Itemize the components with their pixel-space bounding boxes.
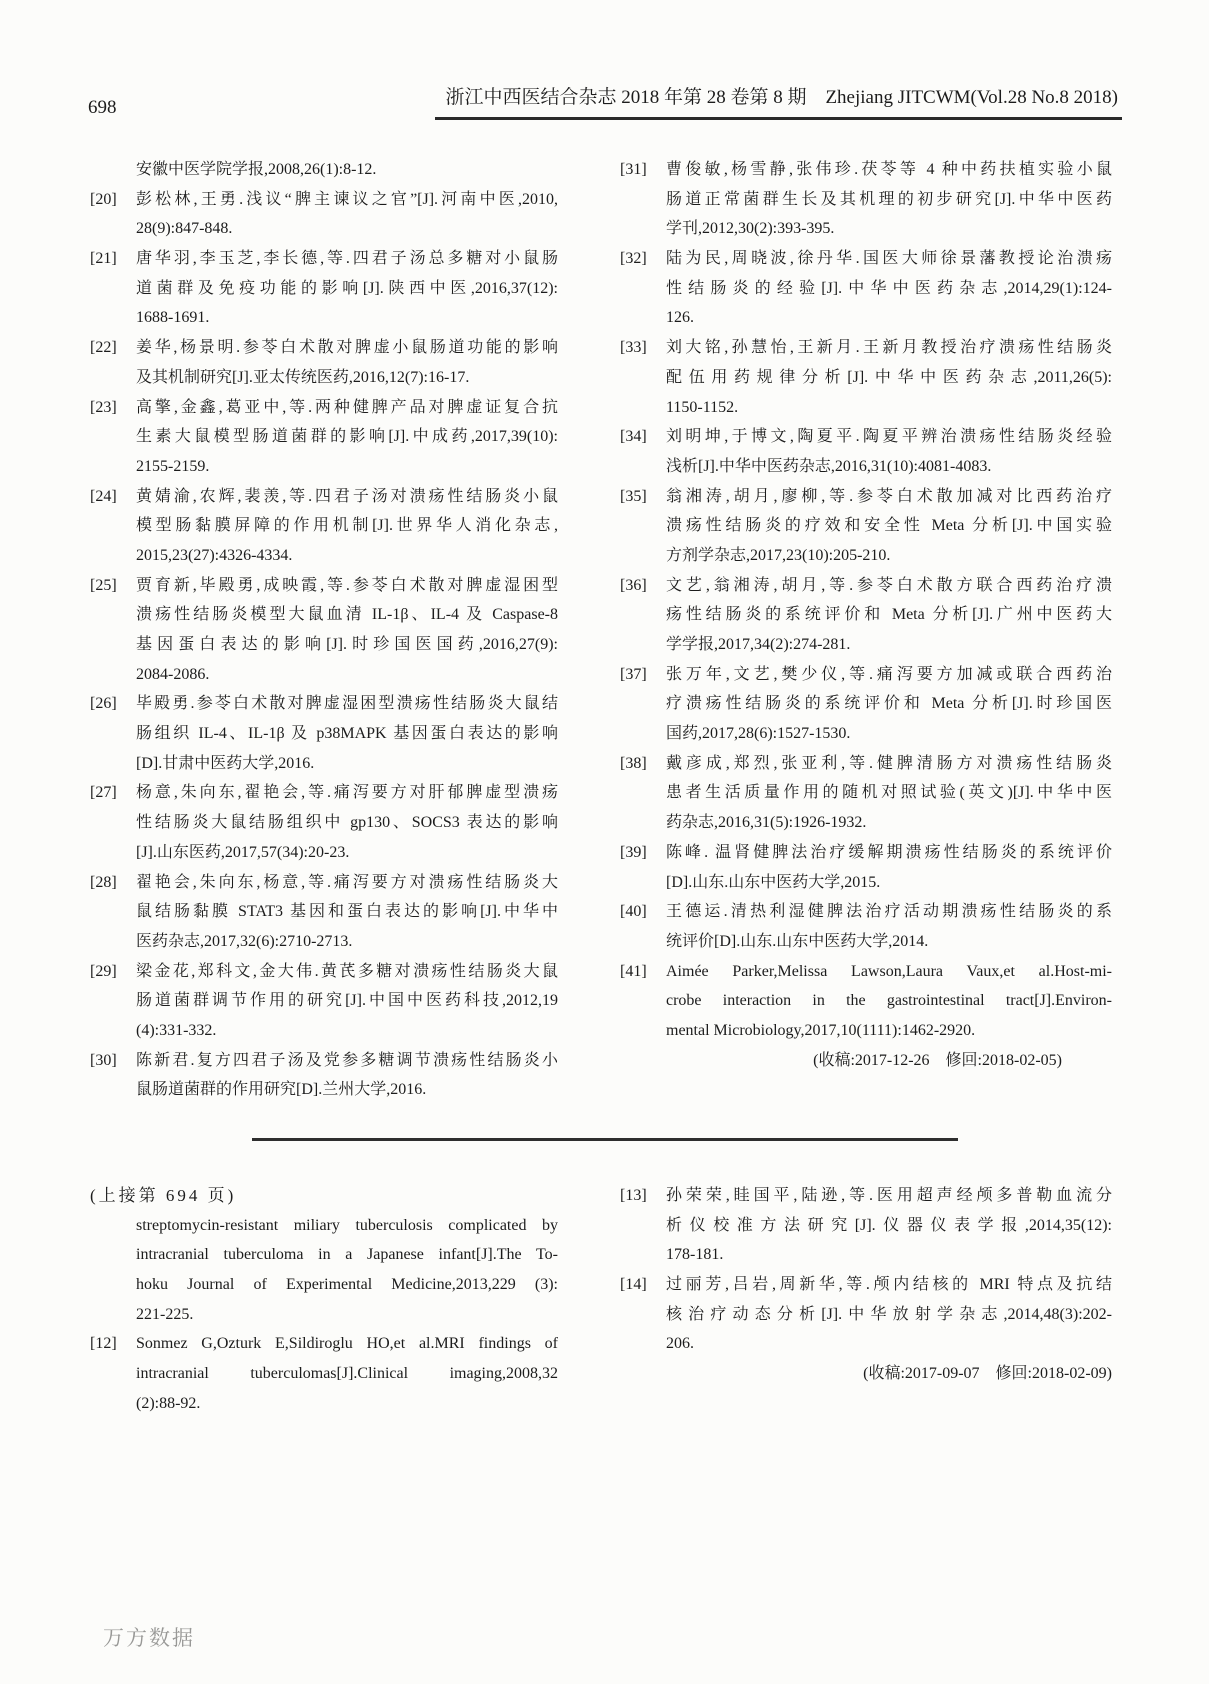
reference-line: 贾育新,毕殿勇,成映霞,等.参苓白术散对脾虚湿困型 bbox=[136, 576, 558, 594]
reference-text bbox=[666, 571, 1112, 660]
reference-line: 2155-2159. bbox=[136, 457, 210, 475]
reference-number: [31] bbox=[620, 161, 647, 178]
reference-item bbox=[620, 1181, 1112, 1270]
references-right-column bbox=[620, 155, 1112, 1105]
received-revised-line: (收稿:2017-09-07 修回:2018-02-09) bbox=[863, 1365, 1112, 1383]
reference-line: 肠道菌群调节作用的研究[J].中国中医药科技,2012,19 bbox=[136, 992, 558, 1010]
reference-number: [40] bbox=[620, 903, 647, 921]
journal-title-line: 浙江中西医结合杂志 2018 年第 28 卷第 8 期 Zhejiang JITCWM(Vol.28 No.8 2018) bbox=[435, 86, 1122, 120]
reference-line: 配伍用药规律分析[J].中华中医药杂志,2011,26(5): bbox=[666, 368, 1112, 386]
reference-line: 毕殿勇.参苓白术散对脾虚湿困型溃疡性结肠炎大鼠结 bbox=[136, 695, 558, 713]
reference-number: [24] bbox=[90, 487, 117, 505]
reference-line: Sonmez G,Ozturk E,Sildiroglu HO,et al.MRI findings of bbox=[136, 1335, 558, 1353]
reference-line: intracranial tuberculomas[J].Clinical imaging,2008,32 bbox=[136, 1365, 558, 1383]
reference-line: 陆为民,周晓波,徐丹华.国医大师徐景藩教授论治溃疡 bbox=[666, 250, 1112, 268]
reference-item bbox=[620, 838, 1112, 897]
reference-text bbox=[666, 333, 1112, 422]
reference-line: streptomycin-resistant miliary tuberculosis complicated by bbox=[136, 1216, 558, 1234]
reference-line: 杨意,朱向东,翟艳会,等.痛泻要方对肝郁脾虚型溃疡 bbox=[136, 784, 558, 802]
reference-number: [34] bbox=[620, 428, 647, 446]
reference-line: 2084-2086. bbox=[136, 665, 210, 683]
reference-item bbox=[620, 660, 1112, 749]
reference-line: 178-181. bbox=[666, 1246, 724, 1264]
reference-line: 彭松林,王勇.浅议“脾主谏议之官”[J].河南中医,2010, bbox=[136, 190, 558, 208]
reference-item bbox=[90, 185, 558, 244]
reference-line: 高擎,金鑫,葛亚中,等.两种健脾产品对脾虚证复合抗 bbox=[136, 398, 558, 416]
reference-line: 221-225. bbox=[136, 1305, 194, 1323]
reference-item bbox=[620, 422, 1112, 481]
reference-item bbox=[620, 897, 1112, 956]
reference-line: 陈新君.复方四君子汤及党参多糖调节溃疡性结肠炎小 bbox=[136, 1051, 558, 1069]
reference-number: [39] bbox=[620, 843, 647, 861]
reference-line: 疡性结肠炎的系统评价和 Meta 分析[J].广州中医药大 bbox=[666, 606, 1112, 624]
references-left-column bbox=[90, 155, 558, 1105]
reference-line: 基因蛋白表达的影响[J].时珍国医国药,2016,27(9): bbox=[136, 636, 558, 653]
reference-number: [29] bbox=[90, 962, 117, 980]
received-revised-line: (收稿:2017-12-26 修回:2018-02-05) bbox=[813, 1051, 1062, 1069]
reference-number: [36] bbox=[620, 576, 647, 594]
reference-line: 及其机制研究[J].亚太传统医药,2016,12(7):16-17. bbox=[136, 368, 470, 386]
reference-item bbox=[90, 957, 558, 1046]
reference-text bbox=[666, 482, 1112, 571]
reference-line: (2):88-92. bbox=[136, 1394, 201, 1412]
reference-line: 溃疡性结肠炎的疗效和安全性 Meta 分析[J].中国实验 bbox=[666, 517, 1112, 535]
reference-line: 患者生活质量作用的随机对照试验(英文)[J].中华中医 bbox=[666, 784, 1112, 802]
reference-text bbox=[666, 244, 1112, 333]
reference-text bbox=[136, 778, 558, 867]
reference-line: 王德运.清热利湿健脾法治疗活动期溃疡性结肠炎的系 bbox=[666, 903, 1112, 921]
reference-number: [38] bbox=[620, 754, 647, 772]
reference-line: 刘大铭,孙慧怡,王新月.王新月教授治疗溃疡性结肠炎 bbox=[666, 339, 1112, 357]
reference-number: [22] bbox=[90, 339, 117, 357]
reference-line: 戴彦成,郑烈,张亚利,等.健脾清肠方对溃疡性结肠炎 bbox=[666, 754, 1112, 772]
reference-line: 唐华羽,李玉芝,李长德,等.四君子汤总多糖对小鼠肠 bbox=[136, 250, 558, 268]
reference-item bbox=[90, 1329, 558, 1418]
reference-line: 核治疗动态分析[J].中华放射学杂志,2014,48(3):202- bbox=[666, 1305, 1112, 1323]
reference-number: [33] bbox=[620, 339, 647, 357]
reference-line: hoku Journal of Experimental Medicine,2013,229 (3): bbox=[136, 1276, 558, 1294]
reference-text bbox=[666, 749, 1112, 838]
reference-line: 医药杂志,2017,32(6):2710-2713. bbox=[136, 932, 353, 950]
reference-line: [D].甘肃中医药大学,2016. bbox=[136, 754, 315, 772]
reference-item bbox=[90, 1211, 558, 1330]
reference-item bbox=[620, 957, 1112, 1046]
reference-line: 国药,2017,28(6):1527-1530. bbox=[666, 725, 851, 743]
reference-text bbox=[136, 333, 558, 392]
page-number: 698 bbox=[88, 97, 117, 118]
reference-number: [32] bbox=[620, 250, 647, 268]
reference-line: 溃疡性结肠炎模型大鼠血清 IL-1β、IL-4 及 Caspase-8 bbox=[136, 606, 558, 624]
reference-text bbox=[136, 155, 558, 185]
reference-text bbox=[136, 393, 558, 482]
reference-item bbox=[620, 482, 1112, 571]
reference-line: 统评价[D].山东.山东中医药大学,2014. bbox=[666, 932, 929, 950]
reference-number: [28] bbox=[90, 873, 117, 891]
reference-line: 曹俊敏,杨雪静,张伟珍.茯苓等 4 种中药扶植实验小鼠 bbox=[666, 161, 1112, 178]
reference-line: 方剂学杂志,2017,23(10):205-210. bbox=[666, 546, 891, 564]
reference-number: [14] bbox=[620, 1276, 647, 1294]
reference-line: 黄婧渝,农辉,裴羡,等.四君子汤对溃疡性结肠炎小鼠 bbox=[136, 487, 558, 505]
reference-line: 126. bbox=[666, 309, 694, 327]
reference-text bbox=[136, 185, 558, 244]
reference-line: 过丽芳,吕岩,周新华,等.颅内结核的 MRI 特点及抗结 bbox=[666, 1276, 1112, 1294]
reference-text bbox=[666, 957, 1112, 1046]
reference-line: 刘明坤,于博文,陶夏平.陶夏平辨治溃疡性结肠炎经验 bbox=[666, 428, 1112, 446]
reference-line: 陈峰. 温肾健脾法治疗缓解期溃疡性结肠炎的系统评价 bbox=[666, 843, 1112, 861]
reference-line: 28(9):847-848. bbox=[136, 220, 233, 238]
continued-references-section bbox=[90, 1181, 1112, 1419]
reference-text bbox=[136, 689, 558, 778]
reference-text bbox=[666, 155, 1112, 244]
reference-line: 鼠肠道菌群的作用研究[D].兰州大学,2016. bbox=[136, 1081, 427, 1099]
reference-text bbox=[136, 482, 558, 571]
reference-text bbox=[136, 1211, 558, 1330]
reference-item bbox=[90, 155, 558, 185]
reference-item bbox=[90, 868, 558, 957]
reference-line: 药杂志,2016,31(5):1926-1932. bbox=[666, 814, 867, 832]
section-divider bbox=[252, 1138, 958, 1141]
reference-number: [20] bbox=[90, 190, 117, 208]
reference-item bbox=[90, 571, 558, 690]
reference-line: 浅析[J].中华中医药杂志,2016,31(10):4081-4083. bbox=[666, 457, 992, 475]
reference-text bbox=[666, 422, 1112, 481]
reference-item bbox=[90, 244, 558, 333]
continued-right-column bbox=[620, 1181, 1112, 1419]
reference-text bbox=[136, 957, 558, 1046]
reference-number: [30] bbox=[90, 1051, 117, 1069]
reference-line: 肠道正常菌群生长及其机理的初步研究[J].中华中医药 bbox=[666, 190, 1112, 208]
reference-line: intracranial tuberculoma in a Japanese infant[J].The To- bbox=[136, 1246, 558, 1264]
reference-line: 翁湘涛,胡月,廖柳,等.参苓白术散加减对比西药治疗 bbox=[666, 487, 1112, 505]
reference-line: 疗溃疡性结肠炎的系统评价和 Meta 分析[J].时珍国医 bbox=[666, 695, 1112, 713]
reference-line: 1688-1691. bbox=[136, 309, 210, 327]
page-header bbox=[88, 86, 1122, 120]
reference-line: 学刊,2012,30(2):393-395. bbox=[666, 220, 835, 238]
reference-line: mental Microbiology,2017,10(1111):1462-2920. bbox=[666, 1021, 976, 1039]
reference-item bbox=[620, 1270, 1112, 1359]
reference-line: crobe interaction in the gastrointestinal tract[J].Environ- bbox=[666, 992, 1112, 1010]
reference-number: [35] bbox=[620, 487, 647, 505]
reference-line: 张万年,文艺,樊少仪,等.痛泻要方加减或联合西药治 bbox=[666, 665, 1112, 683]
reference-line: 1150-1152. bbox=[666, 398, 739, 416]
reference-text bbox=[666, 660, 1112, 749]
reference-item bbox=[620, 244, 1112, 333]
reference-number bbox=[90, 1211, 136, 1330]
reference-text bbox=[136, 1329, 558, 1418]
reference-text bbox=[666, 1270, 1112, 1359]
reference-line: 2015,23(27):4326-4334. bbox=[136, 546, 293, 564]
reference-line: 学学报,2017,34(2):274-281. bbox=[666, 636, 851, 653]
reference-line: 安徽中医学院学报,2008,26(1):8-12. bbox=[136, 161, 377, 178]
reference-line: (4):331-332. bbox=[136, 1021, 217, 1039]
reference-number bbox=[90, 155, 136, 185]
reference-number: [25] bbox=[90, 576, 117, 594]
reference-line: [J].山东医药,2017,57(34):20-23. bbox=[136, 843, 350, 861]
continued-from-note: (上接第 694 页) bbox=[90, 1186, 237, 1205]
reference-text bbox=[136, 868, 558, 957]
references-section bbox=[90, 155, 1112, 1105]
reference-line: 性结肠炎大鼠结肠组织中 gp130、SOCS3 表达的影响 bbox=[136, 814, 558, 832]
reference-number: [26] bbox=[90, 695, 117, 713]
reference-number: [41] bbox=[620, 962, 647, 980]
reference-item bbox=[90, 482, 558, 571]
reference-item bbox=[620, 333, 1112, 422]
reference-item bbox=[620, 155, 1112, 244]
reference-text bbox=[136, 1046, 558, 1105]
reference-item bbox=[620, 571, 1112, 660]
reference-item bbox=[90, 333, 558, 392]
reference-text bbox=[666, 897, 1112, 956]
reference-line: 206. bbox=[666, 1335, 694, 1353]
reference-text bbox=[136, 571, 558, 690]
reference-line: 肠组织 IL-4、IL-1β 及 p38MAPK 基因蛋白表达的影响 bbox=[136, 725, 558, 743]
reference-line: 道菌群及免疫功能的影响[J].陕西中医,2016,37(12): bbox=[136, 279, 558, 297]
reference-text bbox=[136, 244, 558, 333]
continued-left-column bbox=[90, 1181, 558, 1419]
reference-item bbox=[90, 778, 558, 867]
reference-item bbox=[620, 749, 1112, 838]
reference-line: 姜华,杨景明.参苓白术散对脾虚小鼠肠道功能的影响 bbox=[136, 339, 558, 357]
reference-text bbox=[666, 838, 1112, 897]
reference-line: 翟艳会,朱向东,杨意,等.痛泻要方对溃疡性结肠炎大 bbox=[136, 873, 558, 891]
reference-number: [23] bbox=[90, 398, 117, 416]
reference-line: Aimée Parker,Melissa Lawson,Laura Vaux,et al.Host-mi- bbox=[666, 962, 1112, 980]
reference-number: [13] bbox=[620, 1187, 647, 1204]
reference-number: [37] bbox=[620, 665, 647, 683]
reference-item bbox=[90, 393, 558, 482]
reference-item bbox=[90, 1046, 558, 1105]
reference-line: 析仪校准方法研究[J].仪器仪表学报,2014,35(12): bbox=[666, 1216, 1112, 1234]
reference-line: 鼠结肠黏膜 STAT3 基因和蛋白表达的影响[J].中华中 bbox=[136, 903, 558, 921]
reference-number: [21] bbox=[90, 250, 117, 268]
reference-line: [D].山东.山东中医药大学,2015. bbox=[666, 873, 881, 891]
reference-line: 生素大鼠模型肠道菌群的影响[J].中成药,2017,39(10): bbox=[136, 428, 558, 446]
reference-line: 性结肠炎的经验[J].中华中医药杂志,2014,29(1):124- bbox=[666, 279, 1112, 297]
wanfang-watermark: 万方数据 bbox=[103, 1626, 195, 1650]
reference-number: [12] bbox=[90, 1335, 117, 1353]
reference-item bbox=[90, 689, 558, 778]
reference-line: 文艺,翁湘涛,胡月,等.参苓白术散方联合西药治疗溃 bbox=[666, 576, 1112, 594]
reference-line: 孙荣荣,眭国平,陆逊,等.医用超声经颅多普勒血流分 bbox=[666, 1187, 1112, 1204]
reference-number: [27] bbox=[90, 784, 117, 802]
reference-line: 梁金花,郑科文,金大伟.黄芪多糖对溃疡性结肠炎大鼠 bbox=[136, 962, 558, 980]
reference-line: 模型肠黏膜屏障的作用机制[J].世界华人消化杂志, bbox=[136, 517, 558, 535]
reference-text bbox=[666, 1181, 1112, 1270]
